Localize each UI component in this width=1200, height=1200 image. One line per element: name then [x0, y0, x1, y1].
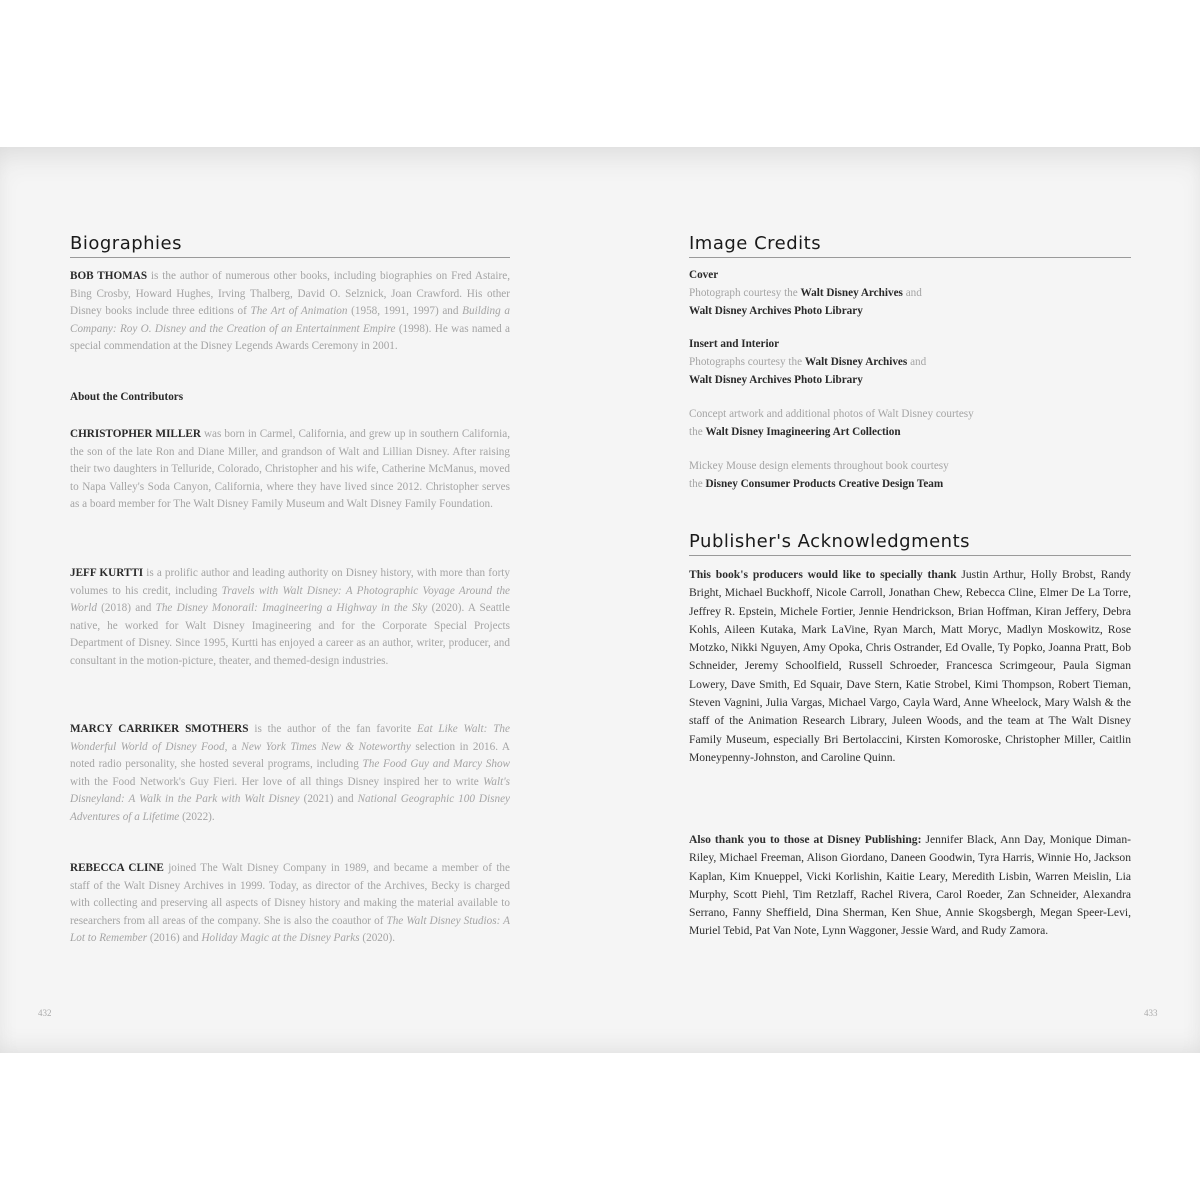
- heading-rule: [70, 257, 510, 258]
- contributors-heading: About the Contributors: [70, 391, 184, 403]
- publishing-acknowledgment: Also thank you to those at Disney Publishing: Jennifer Black, Ann Day, Monique Diman-Riley, Michael Freeman, Alison Giordano, Daneen Goodwin, Tyra Harris, Winnie Ho, Jackson Kaplan, Kim Knueppel, Vicki Korlishin, Kaitie Leary, Meredith Lisbin, Warren Meislin, Lia Murphy, Scott Piehl, Tim Retzlaff, Rachel Rivera, Carol Roeder, Zan Schneider, Alexandra Serrano, Fanny Sheffield, Dina Sherman, Ken Shue, Annie Skogsbergh, Megan Speer-Levi, Muriel Tebid, Pat Van Note, Lynn Waggoner, Jessie Ward, and Rudy Zamora.: [689, 833, 1131, 938]
- kurtti-bio: JEFF KURTTI is a prolific author and leading authority on Disney history, with more than forty volumes to his credit, including Travels with Walt Disney: A Photographic Voyage Around the World (2018) and The Disney Monorail: Imagineering a Highway in the Sky (2020). A Seattle native, he worked for Walt Disney Imagineering and for the Corporate Special Projects Department of Disney. Since 1995, Kurtti has enjoyed a career as an author, writer, producer, and consultant in the motion-picture, theater, and themed-design industries.: [70, 567, 510, 667]
- heading-rule: [689, 257, 1131, 258]
- left-page: [0, 147, 600, 1053]
- cover-credit: Photograph courtesy the Walt Disney Archives and Walt Disney Archives Photo Library: [689, 287, 922, 317]
- book-spread: [0, 147, 1200, 1053]
- heading-rule: [689, 555, 1131, 556]
- image-credits-heading: Image Credits: [689, 233, 822, 254]
- acknowledgments-heading: Publisher's Acknowledgments: [689, 531, 971, 552]
- cover-label: Cover: [689, 269, 719, 281]
- insert-credit: Photographs courtesy the Walt Disney Archives and Walt Disney Archives Photo Library: [689, 356, 927, 386]
- smothers-bio: MARCY CARRIKER SMOTHERS is the author of the fan favorite Eat Like Walt: The Wonderful World of Disney Food, a New York Times New & Noteworthy selection in 2016. A noted radio personality, she hosted several programs, including The Food Guy and Marcy Show with the Food Network's Guy Fieri. Her love of all things Disney inspired her to write Walt's Disneyland: A Walk in the Park with Walt Disney (2021) and National Geographic 100 Disney Adventures of a Lifetime (2022).: [70, 723, 510, 823]
- miller-bio: CHRISTOPHER MILLER was born in Carmel, California, and grew up in southern California, the son of the late Ron and Diane Miller, and grandson of Walt and Lillian Disney. After raising their two daughters in Telluride, Colorado, Christopher and his wife, Catherine McManus, moved to Napa Valley's Soda Canyon, California, where they have lived since 2012. Christopher serves as a board member for The Walt Disney Family Museum and Walt Disney Family Foundation.: [70, 428, 510, 511]
- right-page: [600, 147, 1200, 1053]
- producers-acknowledgment: This book's producers would like to specially thank Justin Arthur, Holly Brobst, Randy Bright, Michael Buckhoff, Nicole Carroll, Jonathan Chew, Rebecca Cline, Elmer De La Torre, Jeffrey R. Epstein, Michele Fortier, Jennie Hendrickson, Brian Hoffman, Kiran Jeffery, Debra Kohls, Aileen Kutaka, Mark LaVine, Ryan March, Matt Moryc, Madlyn Moskowitz, Rose Motzko, Nikki Nguyen, Amy Opoka, Chris Ostrander, Ed Ovalle, Ty Popko, Joanna Pratt, Bob Schneider, Jeremy Schoolfield, Russell Schroeder, Francesca Scrimgeour, Paula Sigman Lowery, Dave Smith, Ed Squair, Dave Stern, Katie Strobel, Kimi Thompson, Robert Tieman, Steven Vagnini, Julia Vargas, Michael Vargo, Cayla Ward, Anne Wheelock, Mary Walsh & the staff of the Animation Research Library, Juleen Woods, and the team at The Walt Disney Family Museum, especially Bri Bertolaccini, Kirsten Komoroske, Christopher Miller, Caitlin Moneypenny-Johnston, and Caroline Quinn.: [689, 568, 1131, 764]
- insert-label: Insert and Interior: [689, 338, 780, 350]
- concept-credit: Concept artwork and additional photos of Walt Disney courtesy the Walt Disney Imagineering Art Collection: [689, 408, 974, 438]
- page-number: 433: [1144, 1008, 1158, 1018]
- biographies-heading: Biographies: [70, 233, 183, 254]
- mickey-credit: Mickey Mouse design elements throughout book courtesy the Disney Consumer Products Creative Design Team: [689, 460, 949, 490]
- cline-bio: REBECCA CLINE joined The Walt Disney Company in 1989, and became a member of the staff of the Walt Disney Archives in 1999. Today, as director of the Archives, Becky is charged with collecting and preserving all aspects of Disney history and making the material available to researchers from all areas of the company. She is also the coauthor of The Walt Disney Studios: A Lot to Remember (2016) and Holiday Magic at the Disney Parks (2020).: [70, 862, 510, 945]
- page-number: 432: [38, 1008, 52, 1018]
- author-bio: BOB THOMAS is the author of numerous other books, including biographies on Fred Astaire, Bing Crosby, Howard Hughes, Irving Thalberg, David O. Selznick, Joan Crawford. His other Disney books include three editions of The Art of Animation (1958, 1991, 1997) and Building a Company: Roy O. Disney and the Creation of an Entertainment Empire (1998). He was named a special commendation at the Disney Legends Awards Ceremony in 2001.: [70, 270, 510, 353]
